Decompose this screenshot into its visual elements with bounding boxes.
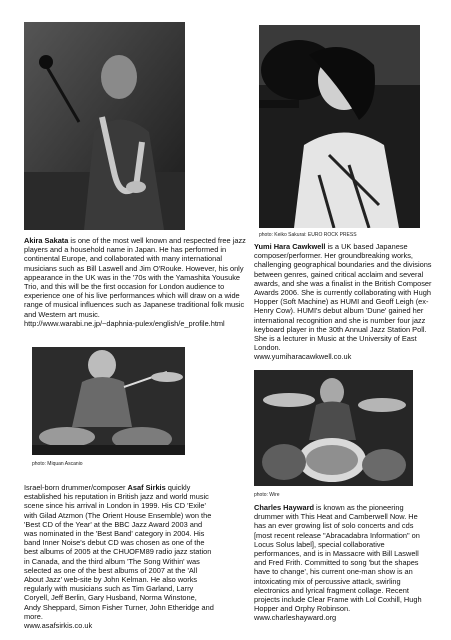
asaf-sirkis-name: Asaf Sirkis	[127, 483, 166, 492]
asaf-sirkis-bio	[24, 483, 214, 630]
charles-link[interactable]: www.charleshayward.org	[254, 613, 337, 623]
charles-photo-credit: photo: Wire	[254, 492, 280, 498]
asaf-bio-text: quickly established his reputation in British jazz and world music scene since his arrival in London in 1999. His CD 'Exile' with Gilad Atzmon (The Orient House Ensemble) won the 'Best CD of the Year' at the BBC Jazz Award 2003 and was nominated in the 'Best Band' category in 2004. His band Inner Noise's debut CD was chosen as one of the best albums of 2005 at the CHUOFM89 radio jazz station in Canada, and the third album 'The Song Within' was selected as one of the best albums of 2007 at the 'All About Jazz' web-site by John Kelman. He also works regularly with musicians such as Tim Garland, Larry Coryell, Jeff Berlin, Gary Husband, Norma Winstone, Andy Sheppard, Simon Fisher Turner, John Etheridge and more.	[24, 483, 216, 621]
asaf-bio-prefix: Israel-born drummer/composer	[24, 483, 128, 492]
asaf-sirkis-photo	[32, 347, 185, 455]
asaf-link[interactable]: www.asafsirkis.co.uk	[24, 621, 93, 631]
charles-hayward-bio	[254, 503, 430, 623]
yumi-hara-cawkwell-name: Yumi Hara Cawkwell	[254, 242, 326, 251]
yumi-photo-credit: photo: Keiko Sakurai: EURO ROCK PRESS	[259, 232, 357, 238]
yumi-hara-cawkwell-bio	[254, 242, 432, 362]
yumi-link[interactable]: www.yumiharacawkwell.co.uk	[254, 352, 352, 362]
akira-sakata-photo	[24, 22, 185, 230]
charles-hayward-name: Charles Hayward	[254, 503, 314, 512]
akira-sakata-link[interactable]: http://www.warabi.ne.jp/~daphnia-pulex/english/e_profile.html	[24, 318, 225, 328]
akira-sakata-bio	[24, 236, 246, 328]
charles-hayward-photo	[254, 370, 413, 486]
asaf-photo-credit: photo: Miquan Ascanio	[32, 461, 83, 467]
charles-bio-text: is known as the pioneering drummer with This Heat and Camberwell Now. He has an ever growing list of solo concerts and cds [most recent release "Abracadabra Information" on Locus Solus label], special collaborative performances, and is in Massacre with Bill Laswell and Fred Frith. Committed to song 'but the shapes have to change', his current one-man show is an intoxicating mix of percussive attack, swirling electronics and lyrical fragment collage. Recent projects include Clear Frame with Lol Coxhill, Hugh Hopper and Orphy Robinson.	[254, 503, 424, 614]
akira-sakata-bio-text: is one of the most well known and respected free jazz players and a household name in Japan. He has performed in continental Europe, and collaborated with many international musicians such as Bill Laswell and Jim O'Rouke. However, his only appearance in the UK was in the '70s with the Yamashita Yousuke Trio, and this will be the first occasion for London audience to experience one of his live performances which will draw on a wide range of musical influences such as Japanese traditional folk music and Western art music.	[24, 236, 248, 319]
yumi-hara-cawkwell-photo	[259, 25, 420, 228]
akira-sakata-name: Akira Sakata	[24, 236, 69, 245]
yumi-bio-text: is a UK based Japanese composer/performer. Her groundbreaking works, challenging geographical boundaries and the divisions between genres, gained critical acclaim and several awards, and she was a finalist in the British Composer Awards 2006. She is currently collaborating with Hugh Hopper (Soft Machine) as HUMI and Geoff Leigh (ex-Henry Cow). HUMI's debut album 'Dune' gained her international recognition and she is number four jazz keyboard player in the 30th Annual Jazz Station Poll. She is a lecturer in Music at the University of East London.	[254, 242, 434, 353]
